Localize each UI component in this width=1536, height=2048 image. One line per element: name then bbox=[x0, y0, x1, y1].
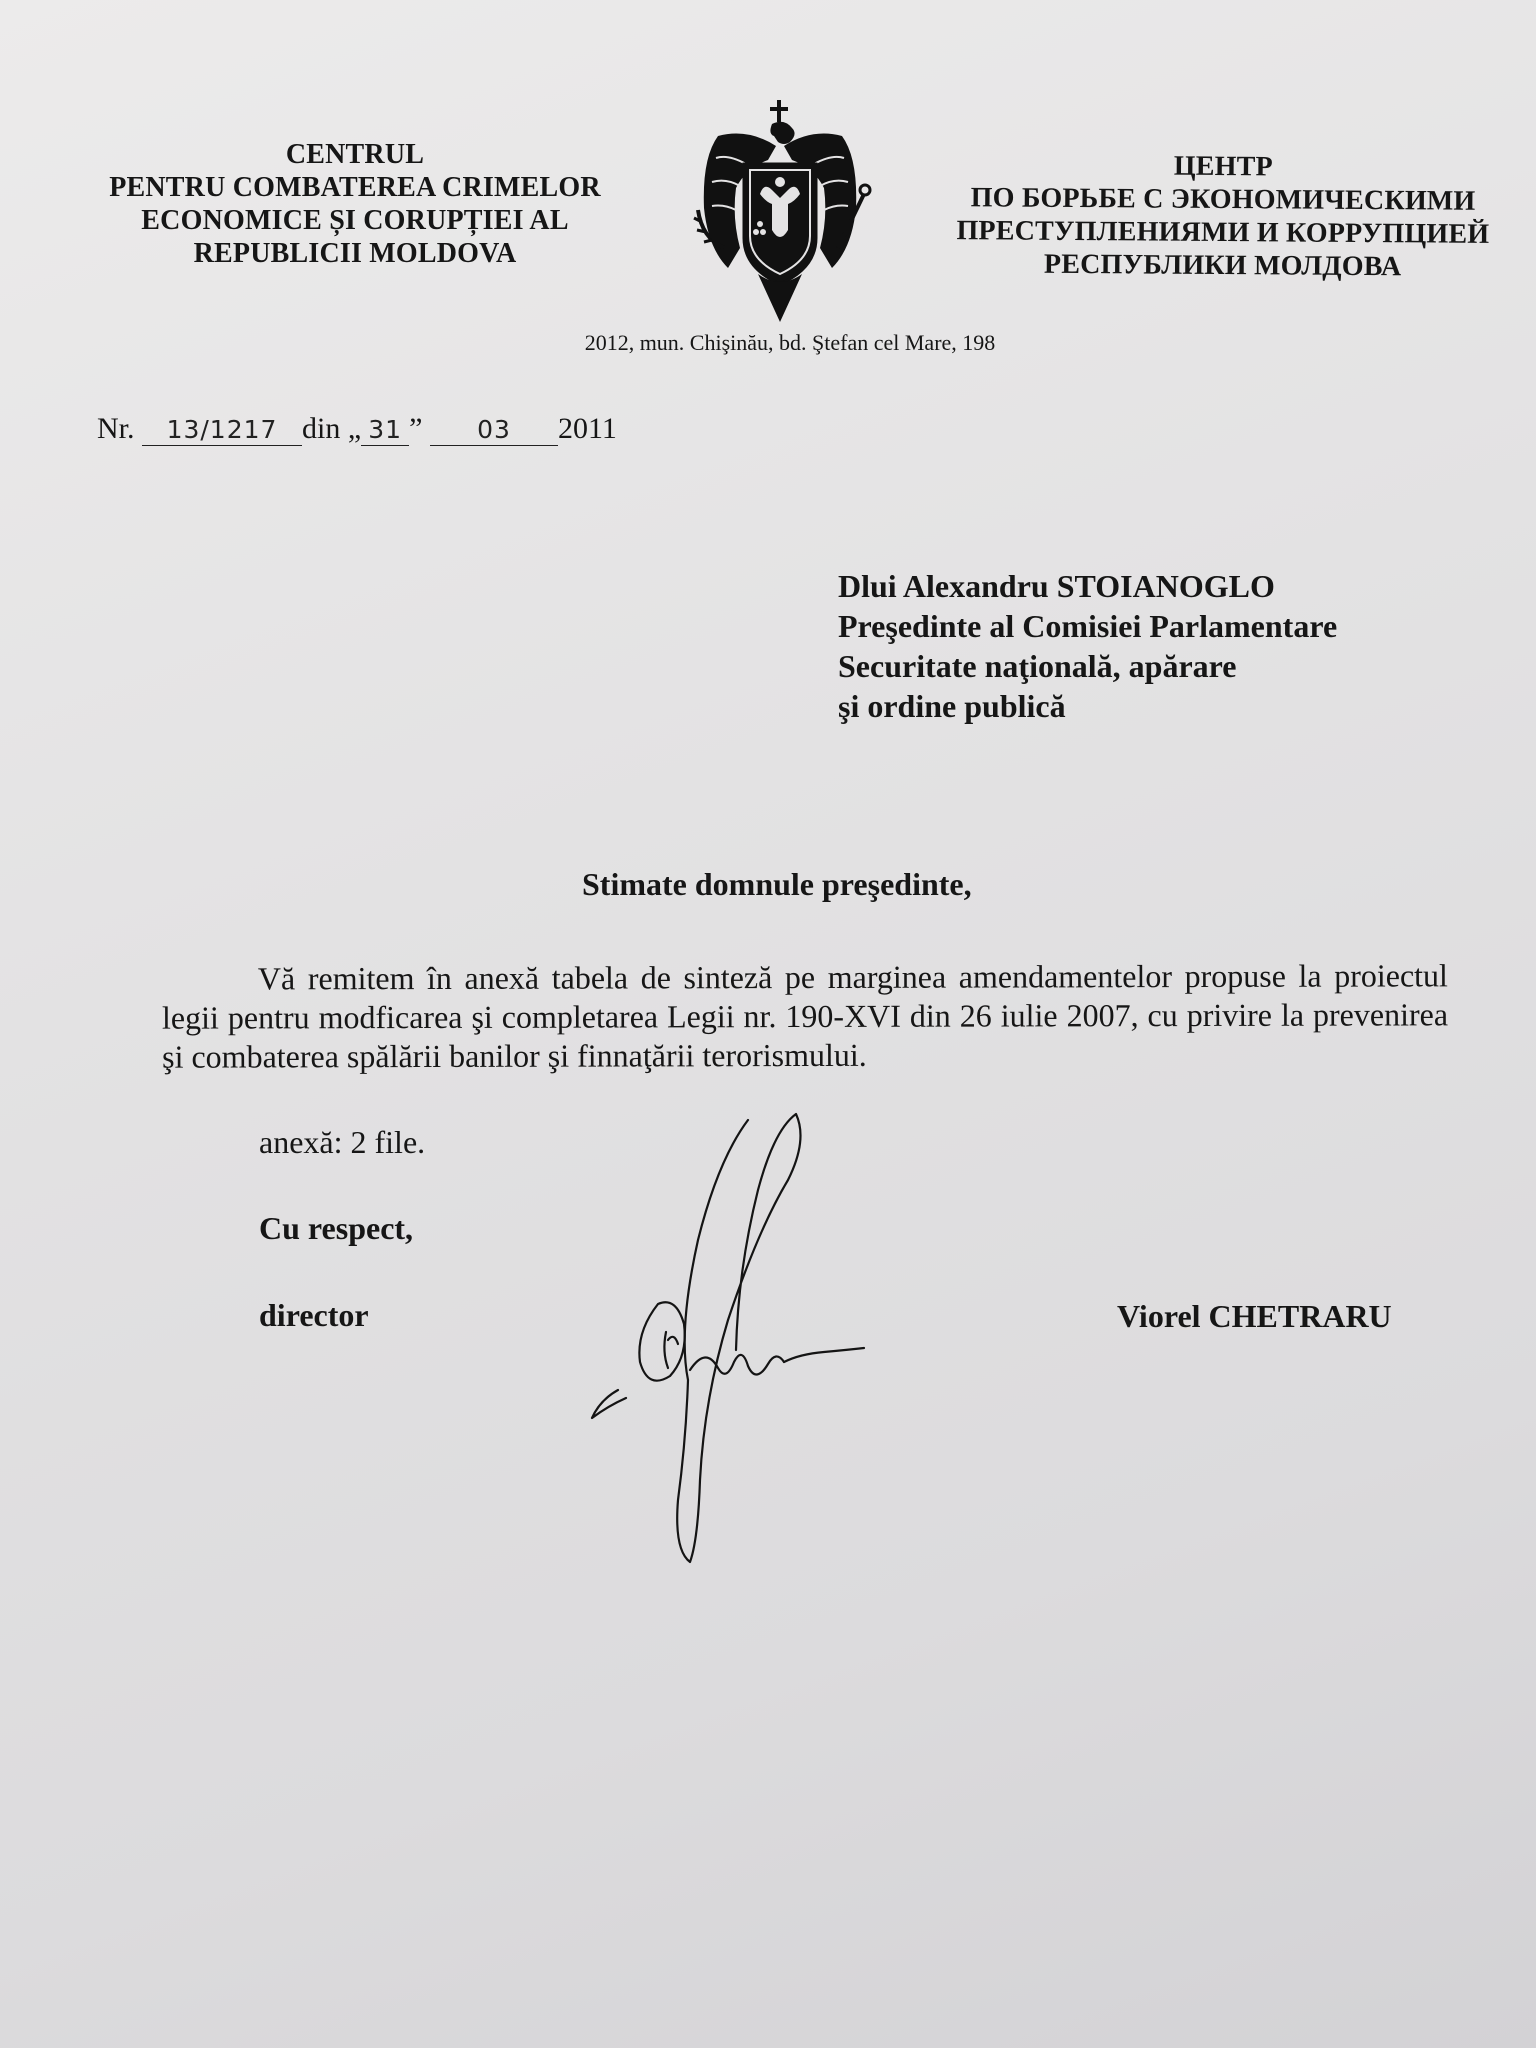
closing: Cu respect, bbox=[259, 1210, 414, 1246]
reference-line bbox=[97, 412, 617, 446]
signer-position: director bbox=[259, 1297, 369, 1333]
header-ro-line: ECONOMICE ȘI CORUPȚIEI AL bbox=[141, 205, 569, 236]
annex-note: anexă: 2 file. bbox=[259, 1124, 426, 1160]
reference-number: 13/1217 bbox=[142, 415, 302, 446]
header-romanian bbox=[80, 138, 630, 270]
address: 2012, mun. Chişinău, bd. Ştefan cel Mare, 198 bbox=[584, 330, 996, 355]
header-ru-line: ПО БОРЬБЕ С ЭКОНОМИЧЕСКИМИ bbox=[970, 182, 1476, 217]
reference-month: 03 bbox=[430, 415, 558, 446]
header-ro-line: PENTRU COMBATEREA CRIMELOR bbox=[109, 172, 601, 203]
header-ru-line: ПРЕСТУПЛЕНИЯМИ И КОРРУПЦИЕЙ bbox=[956, 215, 1490, 250]
quote-close: ” bbox=[409, 412, 423, 445]
recipient-line: Securitate naţională, apărare bbox=[838, 648, 1237, 684]
body-paragraph: Vă remitem în anexă tabela de sinteză pe marginea amendamentelor propuse la proiectul legii pentru modficarea şi completarea Legii nr. 190-XVI din 26 iulie 2007, cu privire la prevenirea şi combaterea spălării banilor şi finnaţării terorismului. bbox=[161, 957, 1449, 1075]
header-ro-line: CENTRUL bbox=[285, 139, 425, 170]
recipient-line: şi ordine publică bbox=[838, 688, 1066, 724]
din-label: din „ bbox=[302, 412, 362, 445]
reference-day: 31 bbox=[361, 415, 409, 446]
header-russian bbox=[948, 148, 1499, 284]
nr-label: Nr. bbox=[97, 412, 135, 445]
signature-icon bbox=[578, 1100, 918, 1580]
reference-year: 2011 bbox=[557, 412, 617, 445]
recipient-line: Preşedinte al Comisiei Parlamentare bbox=[838, 608, 1338, 644]
coat-of-arms-icon bbox=[688, 98, 878, 328]
signer-name: Viorel CHETRARU bbox=[1117, 1298, 1392, 1334]
recipient-block bbox=[838, 566, 1337, 726]
header-ru-line: РЕСПУБЛИКИ МОЛДОВА bbox=[1043, 248, 1402, 283]
salutation: Stimate domnule preşedinte, bbox=[582, 866, 972, 902]
header-ro-line: REPUBLICII MOLDOVA bbox=[193, 238, 517, 269]
recipient-line: Dlui Alexandru STOIANOGLO bbox=[838, 568, 1275, 604]
header-ru-line: ЦЕНТР bbox=[1173, 150, 1273, 183]
